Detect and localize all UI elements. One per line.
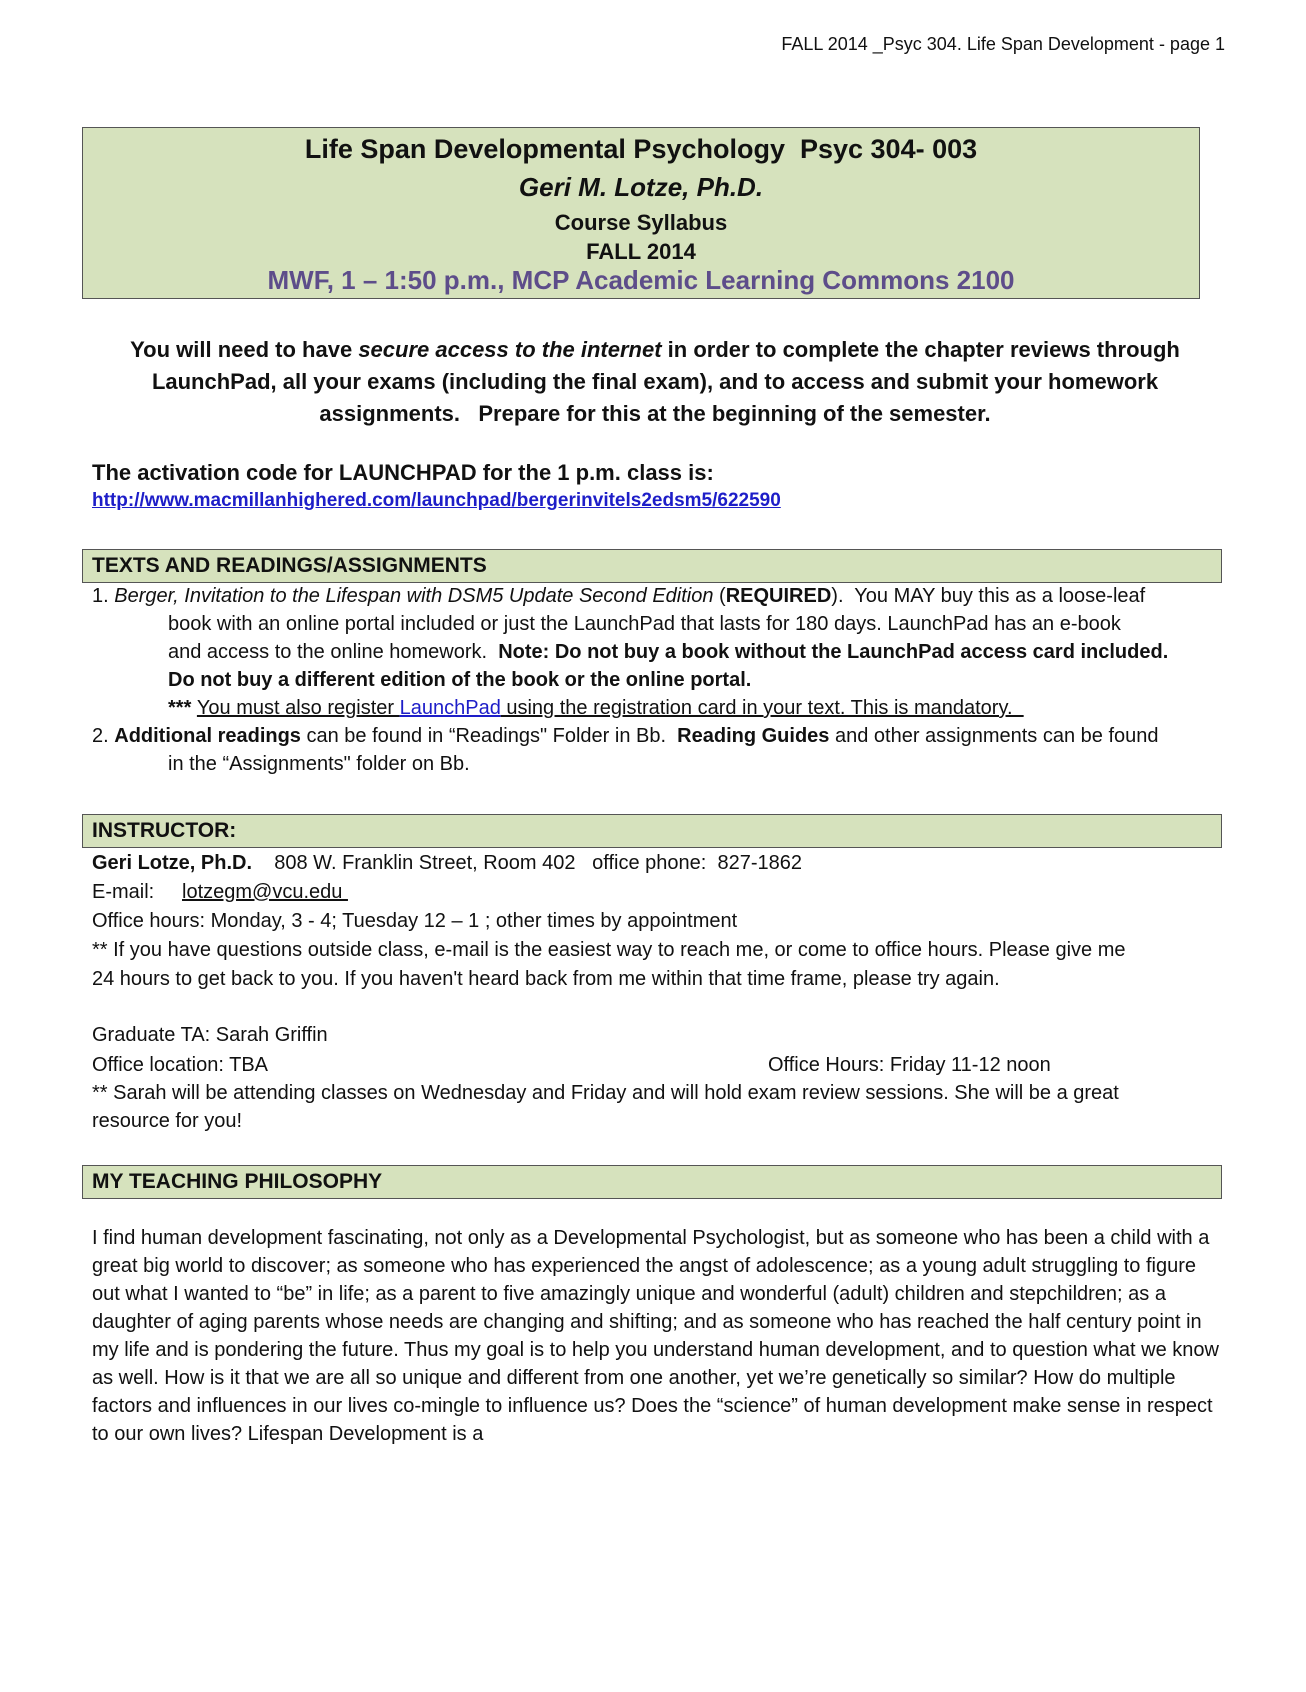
ta-office-hours: Office Hours: Friday 11-12 noon <box>768 1054 1051 1076</box>
email-link[interactable]: lotzegm@vcu.edu <box>182 881 348 903</box>
instructor-name-title: Geri M. Lotze, Ph.D. <box>518 172 764 202</box>
document-type: Course Syllabus <box>554 210 728 235</box>
text-item-1-line4: Do not buy a different edition of the book or the online portal. <box>168 669 752 691</box>
launchpad-link[interactable]: LaunchPad <box>399 697 501 719</box>
class-schedule: MWF, 1 – 1:50 p.m., MCP Academic Learning Commons 2100 <box>267 265 1015 295</box>
text-item-1-line2: book with an online portal included or just the LaunchPad that lasts for 180 days. LaunchPad has an e-book <box>168 613 1121 635</box>
section-instructor-heading: INSTRUCTOR: <box>82 814 1222 848</box>
text-item-1-line3: and access to the online homework. Note: Do not buy a book without the LaunchPad access card included. <box>168 641 1169 663</box>
section-texts-heading: TEXTS AND READINGS/ASSIGNMENTS <box>82 549 1222 583</box>
instructor-email-line: E-mail: lotzegm@vcu.edu <box>92 881 348 903</box>
internet-notice: You will need to have secure access to the internet in order to complete the chapter reviews through LaunchPad, all your exams (including the final exam), and to access and submit your homework assignments. Prepare for this at the beginning of the semester. <box>130 337 1186 426</box>
text-item-2: 2. Additional readings can be found in “Readings" Folder in Bb. Reading Guides and other assignments can be found <box>92 725 1159 747</box>
page-header: FALL 2014 _Psyc 304. Life Span Development - page 1 <box>781 34 1225 54</box>
ta-note-line1: ** Sarah will be attending classes on Wednesday and Friday and will hold exam review sessions. She will be a great <box>92 1082 1119 1104</box>
activation-label: The activation code for LAUNCHPAD for the 1 p.m. class is: <box>92 460 714 485</box>
ta-name: Graduate TA: Sarah Griffin <box>92 1024 328 1046</box>
text-item-1: 1. Berger, Invitation to the Lifespan with DSM5 Update Second Edition (REQUIRED). You MAY buy this as a loose-leaf <box>92 585 1146 607</box>
section-philosophy-heading: MY TEACHING PHILOSOPHY <box>82 1165 1222 1199</box>
registration-note: *** You must also register LaunchPad using the registration card in your text. This is mandatory. <box>168 697 1024 719</box>
philosophy-paragraph: I find human development fascinating, not only as a Developmental Psychologist, but as someone who has been a child with a great big world to discover; as someone who has experienced the angst of adolescence; as a young adult struggling to figure out what I wanted to “be” in life; as a parent to five amazingly unique and wonderful (adult) children and stepchildren; as a daughter of aging parents whose needs are changing and shifting; and as someone who has reached the half century point in my life and is pondering the future. Thus my goal is to help you understand human development, and to question what we know as well. How is it that we are all so unique and different from one another, yet we’re genetically so similar? How do multiple factors and influences in our lives co-mingle to influence us? Does the “science” of human development make sense in respect to our own lives? Lifespan Development is a <box>92 1227 1219 1445</box>
office-hours: Office hours: Monday, 3 - 4; Tuesday 12 – 1 ; other times by appointment <box>92 910 738 932</box>
text-item-2-line2: in the “Assignments" folder on Bb. <box>168 753 470 775</box>
activation-link[interactable]: http://www.macmillanhighered.com/launchpad/bergerinvitels2edsm5/622590 <box>92 490 781 511</box>
term: FALL 2014 <box>586 239 696 264</box>
contact-note-line2: 24 hours to get back to you. If you haven't heard back from me within that time frame, please try again. <box>92 968 1000 990</box>
ta-location: Office location: TBA <box>92 1054 269 1076</box>
ta-note-line2: resource for you! <box>92 1110 243 1132</box>
contact-note-line1: ** If you have questions outside class, e-mail is the easiest way to reach me, or come to office hours. Please give me <box>92 939 1126 961</box>
course-title: Life Span Developmental Psychology Psyc 304- 003 <box>304 134 978 164</box>
title-box <box>82 127 1200 299</box>
instructor-contact: Geri Lotze, Ph.D. 808 W. Franklin Street, Room 402 office phone: 827-1862 <box>92 852 802 874</box>
